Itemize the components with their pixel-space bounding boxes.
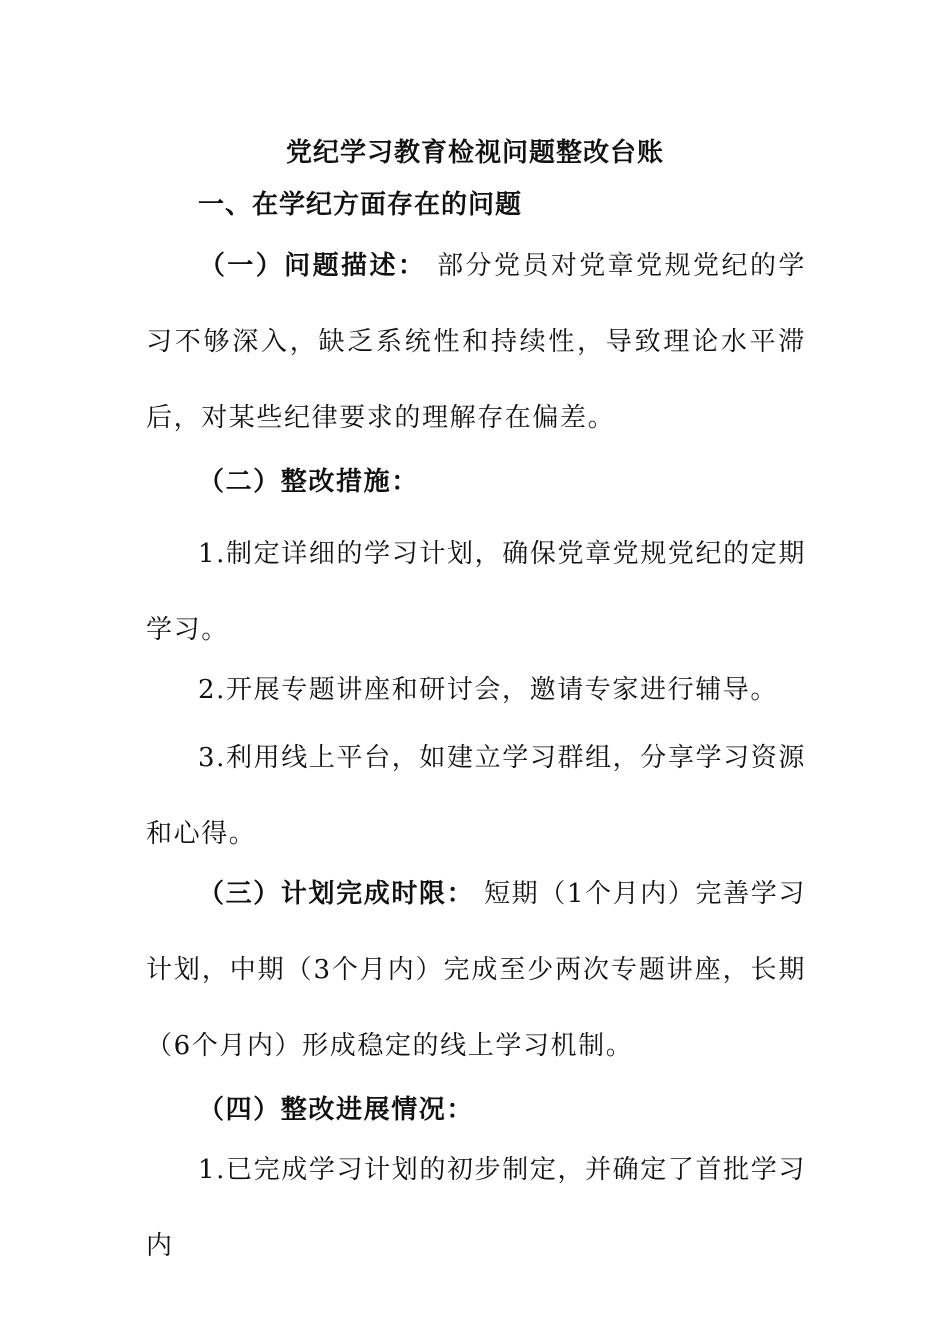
- measures-label: （二）整改措施：: [198, 467, 419, 497]
- problem-text: 部分党员对党章党规党纪的学习不够深入，缺乏系统性和持续性，导致理论水平滞后，对某些纪律要求的理解存在偏差。: [146, 251, 806, 433]
- measure-item: 2.开展专题讲座和研讨会，邀请专家进行辅导。: [198, 675, 779, 705]
- problem-label: （一）问题描述：: [198, 251, 427, 281]
- section-heading: 一、在学纪方面存在的问题: [198, 190, 523, 220]
- deadline-text: 短期（1个月内）完善学习计划，中期（3个月内）完成至少两次专题讲座，长期（6个月内）形成稳定的线上学习机制。: [146, 879, 806, 1061]
- deadline-label: （三）计划完成时限：: [198, 879, 475, 909]
- deadline-paragraph: [146, 856, 806, 1084]
- measure-item: 3.利用线上平台，如建立学习群组，分享学习资源和心得。: [146, 743, 806, 849]
- measures-heading: [146, 444, 806, 520]
- document-title: 党纪学习教育检视问题整改台账: [285, 138, 664, 168]
- problem-paragraph: [146, 228, 806, 456]
- progress-item: 1.已完成学习计划的初步制定，并确定了首批学习内: [146, 1155, 806, 1261]
- progress-label: （四）整改进展情况：: [198, 1095, 475, 1125]
- measure-item: 1.制定详细的学习计划，确保党章党规党纪的定期学习。: [146, 539, 806, 645]
